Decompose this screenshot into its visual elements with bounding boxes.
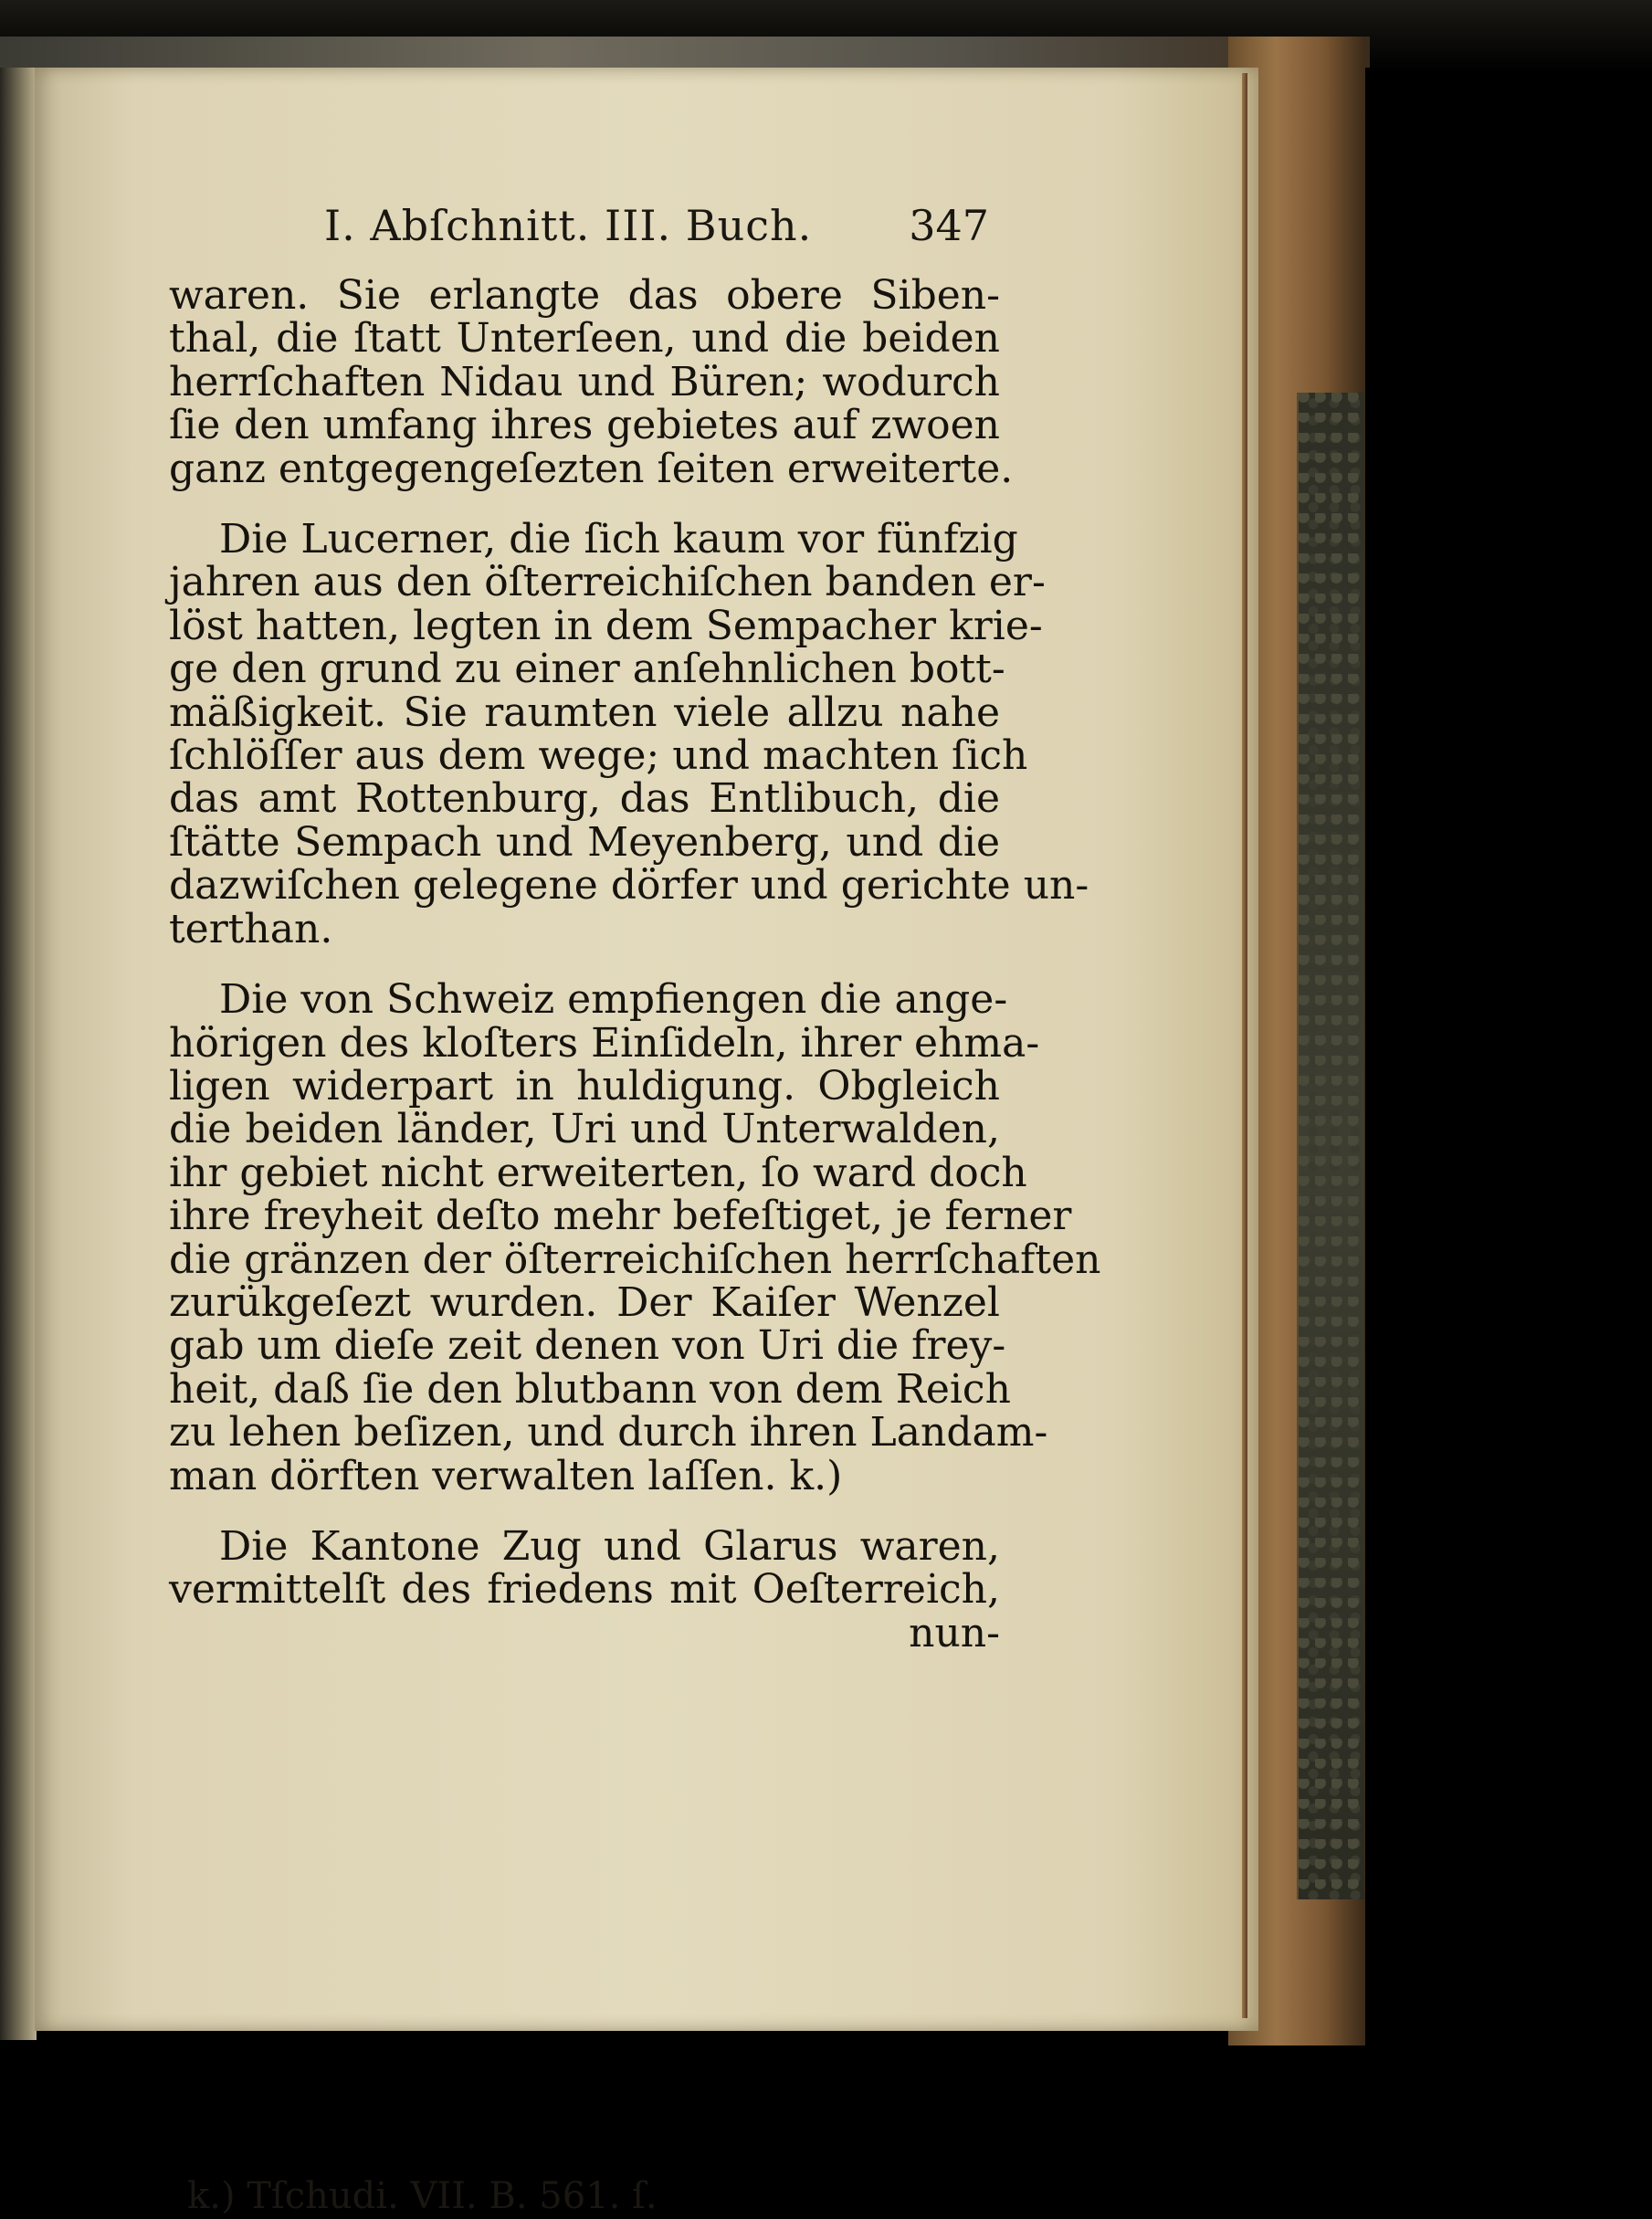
text-line: ihr gebiet nicht erweiterten, ſo ward doch [169, 1149, 1027, 1196]
text-line: heit, daß ſie den blutbann von dem Reich [169, 1365, 1011, 1413]
text-line: Die Lucerner, die ſich kaum vor fünfzig [219, 516, 1018, 563]
paragraph [169, 1522, 1000, 1656]
paragraph-gap [169, 951, 1000, 978]
paragraph-gap [169, 1498, 1000, 1525]
text-line: die beiden länder, Uri und Unterwalden, [169, 1106, 1000, 1153]
marbled-cover [1297, 393, 1364, 1899]
text-line: gab um dieſe zeit denen von Uri die frey- [169, 1322, 1006, 1370]
text-line: waren. Sie erlangte das obere Siben- [169, 272, 1000, 319]
text-line: das amt Rottenburg, das Entlibuch, die [169, 775, 1000, 823]
paragraph-gap [169, 490, 1000, 518]
text-line: ge den grund zu einer anſehnlichen bott- [169, 646, 1005, 693]
running-header [324, 194, 1000, 258]
text-line: man dörften verwalten laſſen. k.) [169, 1452, 843, 1499]
paragraph [169, 976, 1101, 1499]
text-line: terthan. [169, 905, 333, 952]
text-line: ſtätte Sempach und Meyenberg, und die [169, 818, 1000, 866]
text-line: Die Kantone Zug und Glarus waren, [219, 1522, 1000, 1570]
running-title: I. Abſchnitt. III. Buch. [324, 201, 813, 250]
paragraph [169, 272, 1014, 492]
text-line: löst hatten, legten in dem Sempacher krie- [169, 602, 1043, 649]
text-line: ganz entgegengeſezten ſeiten erweiterte. [169, 445, 1014, 492]
text-line: Die von Schweiz empfiengen die ange- [219, 976, 1008, 1024]
text-line: die gränzen der öſterreichiſchen herrſchaften [169, 1236, 1101, 1283]
text-line: herrſchaften Nidau und Büren; wodurch [169, 358, 1000, 405]
text-line: jahren aus den öſterreichiſchen banden er- [169, 559, 1046, 606]
text-line: dazwiſchen gelegene dörfer und gerichte un- [169, 862, 1089, 910]
text-line: ſie den umfang ihres gebietes auf zwoen [169, 402, 1000, 449]
text-line: zu lehen beſizen, und durch ihren Landam- [169, 1409, 1048, 1457]
catchword: nun- [909, 1609, 1000, 1656]
text-line: ſchlöſſer aus dem wege; und machten ſich [169, 732, 1028, 780]
text-line: ihre freyheit deſto mehr befeſtiget, je ferner [169, 1193, 1072, 1240]
page-body [169, 272, 1101, 1656]
text-line: hörigen des kloſters Einſideln, ihrer ehma- [169, 1019, 1040, 1067]
text-line: vermittelſt des friedens mit Oeſterreich, [169, 1566, 1000, 1614]
page-number: 347 [909, 201, 989, 250]
text-line: ligen widerpart in huldigung. Obgleich [169, 1062, 1000, 1110]
text-line: thal, die ſtatt Unterſeen, und die beiden [169, 315, 1000, 363]
paragraph [169, 516, 1089, 952]
text-line: zurükgeſezt wurden. Der Kaiſer Wenzel [169, 1278, 1000, 1326]
footnote: k.) Tſchudi. VII. B. 561. ſ. [187, 2175, 658, 2217]
book-top-edge [0, 37, 1370, 68]
previous-page-edge [0, 68, 37, 2040]
page-fore-edge [1242, 73, 1247, 2018]
text-line: mäßigkeit. Sie raumten viele allzu nahe [169, 689, 1000, 736]
